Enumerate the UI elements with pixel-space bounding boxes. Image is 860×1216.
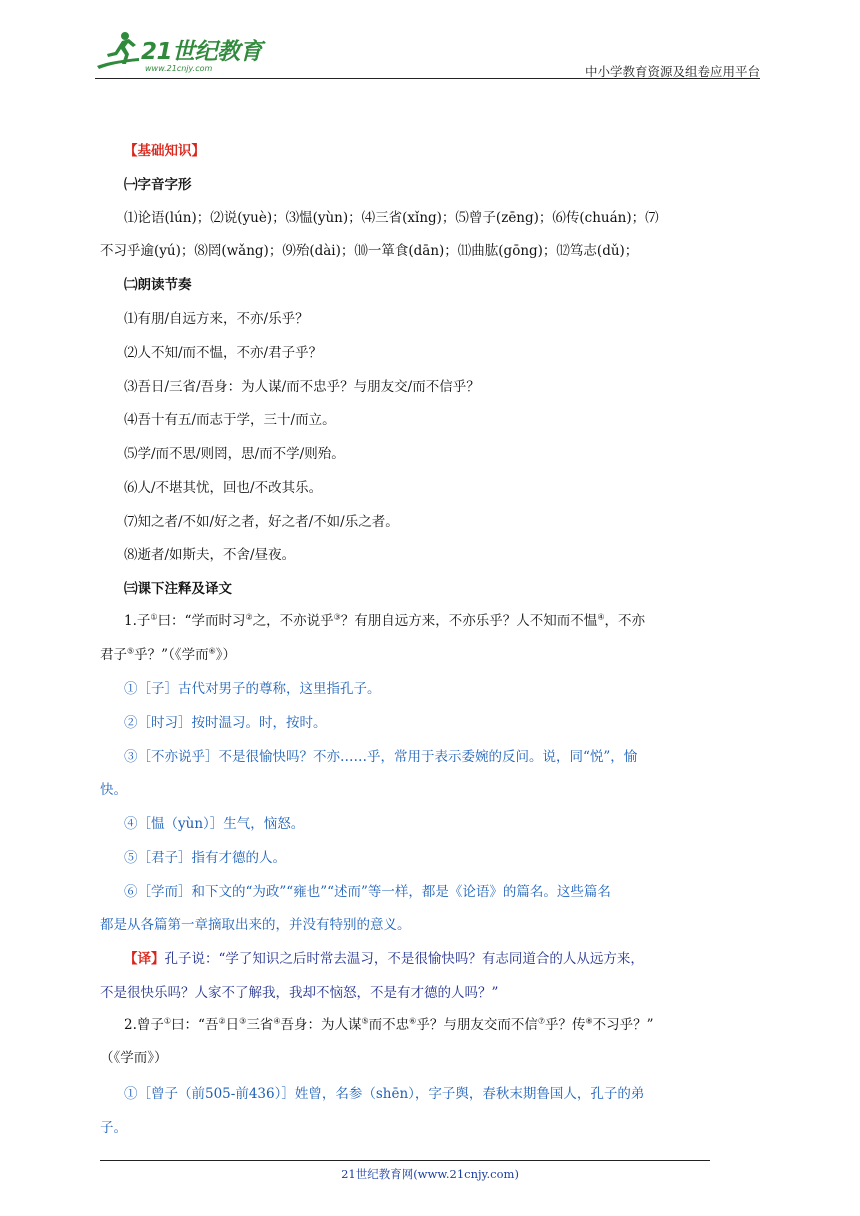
note-line: ③［不亦说乎］不是很愉快吗？不亦……乎，常用于表示委婉的反问。说，同“悦”，愉: [124, 749, 638, 765]
note-line: ④［愠（yùn）］生气，恼怒。: [124, 816, 305, 832]
note-line: ①［子］古代对男子的尊称，这里指孔子。: [124, 681, 381, 697]
logo: [95, 28, 265, 78]
header-divider: [95, 78, 760, 79]
rhythm-line: ⑸学/而不思/则罔，思/而不学/则殆。: [124, 446, 345, 462]
note-line: ⑤［君子］指有才德的人。: [124, 850, 286, 866]
translation-line: 【译】孔子说：“学了知识之后时常去温习，不是很愉快吗？有志同道合的人从远方来，: [124, 951, 644, 967]
section-title: 【基础知识】: [124, 143, 205, 159]
rhythm-line: ⑺知之者/不如/好之者，好之者/不如/乐之者。: [124, 514, 399, 530]
logo-text: 21世纪教育: [141, 39, 263, 65]
rhythm-line: ⑴有朋/自远方来，不亦/乐乎？: [124, 311, 309, 327]
pronunciation-line: ⑴论语(lún)；⑵说(yuè)；⑶愠(yùn)；⑷三省(xǐng)；⑸曾子(zēng)；⑹传(chuán)；⑺: [124, 210, 659, 226]
note-line: ⑥［学而］和下文的“为政”“雍也”“述而”等一样，都是《论语》的篇名。这些篇名: [124, 884, 611, 900]
rhythm-line: ⑵人不知/而不愠，不亦/君子乎？: [124, 345, 323, 361]
page-footer: 21世纪教育网(www.21cnjy.com): [341, 1167, 519, 1181]
chapter1-text: 君子⑤乎？”（《学而⑥》）: [100, 646, 236, 663]
pronunciation-line: 不习乎逾(yú)；⑻罔(wǎng)；⑼殆(dài)；⑽一箪食(dān)；⑾曲肱(gōng)；⑿笃志(dǔ)；: [100, 243, 639, 259]
rhythm-line: ⑶吾日/三省/吾身：为人谋/而不忠乎？与朋友交/而不信乎？: [124, 379, 480, 395]
runner-logo-icon: [95, 28, 145, 78]
part3-title: ㈢课下注释及译文: [124, 581, 232, 597]
chapter2-text: 2.曾子①曰：“吾②日③三省④吾身：为人谋⑤而不忠⑥乎？与朋友交而不信⑦乎？传⑧不习乎？”: [124, 1016, 654, 1033]
note-line: ②［时习］按时温习。时，按时。: [124, 715, 327, 731]
rhythm-line: ⑷吾十有五/而志于学，三十/而立。: [124, 412, 336, 428]
part1-title: ㈠字音字形: [124, 177, 192, 193]
translation-label: 【译】: [124, 951, 165, 967]
rhythm-line: ⑹人/不堪其忧，回也/不改其乐。: [124, 480, 323, 496]
logo-url: www.21cnjy.com: [145, 64, 213, 73]
note-line: 快。: [100, 782, 127, 798]
translation-line: 不是很快乐吗？人家不了解我，我却不恼怒，不是有才德的人吗？”: [100, 985, 499, 1001]
note-line: ①［曾子（前505-前436）］姓曾，名参（shēn），字子舆，春秋末期鲁国人，孔子的弟: [124, 1086, 645, 1102]
rhythm-line: ⑻逝者/如斯夫，不舍/昼夜。: [124, 547, 296, 563]
part2-title: ㈡朗读节奏: [124, 277, 192, 293]
chapter1-text: 1.子①曰：“学而时习②之，不亦说乎③？有朋自远方来，不亦乐乎？人不知而不愠④，不亦: [124, 612, 645, 629]
chapter2-source: （《学而》）: [100, 1050, 168, 1066]
note-line: 都是从各篇第一章摘取出来的，并没有特别的意义。: [100, 917, 411, 933]
page-header: [95, 28, 760, 80]
header-tagline: 中小学教育资源及组卷应用平台: [584, 64, 760, 79]
note-line: 子。: [100, 1120, 127, 1136]
footer-divider: [100, 1160, 710, 1161]
